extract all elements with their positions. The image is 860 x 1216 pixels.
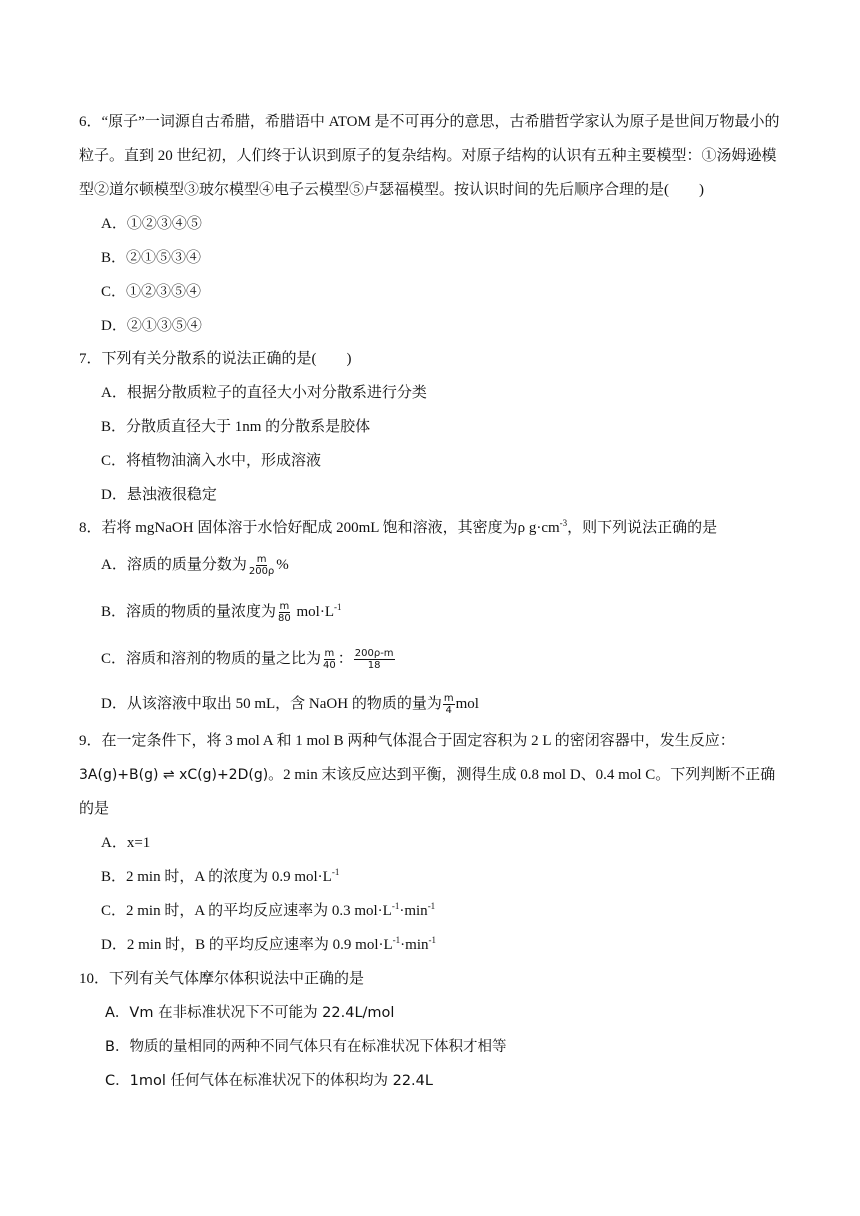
- q9-option-d: [101, 935, 436, 955]
- q7-stem: 7．下列有关分散系的说法正确的是( ): [79, 351, 352, 367]
- fraction-denominator: 200ρ: [248, 566, 275, 577]
- q9-option-b-text: B．2 min 时，A 的浓度为 0.9 mol·L: [101, 869, 332, 885]
- q8-option-b-fraction: [277, 601, 292, 624]
- q9-stem-line-2-text: 。2 min 末该反应达到平衡，测得生成 0.8 mol D、0.4 mol C。下列判断不正确: [268, 767, 776, 783]
- q9-option-a: A．x=1: [101, 835, 151, 851]
- q6-stem-line-2: 粒子。直到 20 世纪初，人们终于认识到原子的复杂结构。对原子结构的认识有五种主要模型：①汤姆逊模: [79, 148, 777, 164]
- q8-option-d-unit: mol: [455, 695, 479, 712]
- q6-stem-line-3: 型②道尔顿模型③玻尔模型④电子云模型⑤卢瑟福模型。按认识时间的先后顺序合理的是( ): [79, 182, 704, 198]
- q7-option-c: C．将植物油滴入水中，形成溶液: [101, 453, 322, 469]
- q8-option-b-unit: mol·L: [292, 603, 334, 620]
- fraction-denominator: 18: [367, 660, 381, 671]
- fraction-denominator: 40: [323, 660, 336, 671]
- q8-option-d-text: D．从该溶液中取出 50 mL，含 NaOH 的物质的量为: [101, 695, 442, 712]
- q9-option-c-exponent-2: -1: [427, 901, 436, 911]
- q10-stem: 10．下列有关气体摩尔体积说法中正确的是: [79, 971, 365, 987]
- q9-option-d-text: D．2 min 时，B 的平均反应速率为 0.9 mol·L: [101, 937, 393, 953]
- q8-option-b-exponent: -1: [334, 601, 342, 612]
- q8-stem: [79, 518, 717, 538]
- q9-option-b-exponent: -1: [331, 867, 340, 877]
- q6-option-b: B．②①⑤③④: [101, 250, 202, 266]
- q8-option-c-fraction-2: [354, 648, 395, 671]
- fraction-numerator: 200ρ-m: [354, 648, 394, 659]
- q9-option-c-exponent-1: -1: [391, 901, 400, 911]
- q8-option-c: [101, 648, 396, 671]
- q8-option-a: [101, 554, 289, 577]
- q9-option-c: [101, 901, 435, 921]
- q8-option-a-fraction: [248, 554, 275, 577]
- q9-option-c-text: C．2 min 时，A 的平均反应速率为 0.3 mol·L: [101, 903, 392, 919]
- q7-option-b: B．分散质直径大于 1nm 的分散系是胶体: [101, 419, 371, 435]
- fraction-denominator: 80: [278, 613, 291, 624]
- q8-option-c-text: C．溶质和溶剂的物质的量之比为: [101, 650, 322, 667]
- q10-option-b: B．物质的量相同的两种不同气体只有在标准状况下体积才相等: [105, 1039, 507, 1055]
- q9-option-c-unit: ·min: [399, 903, 428, 919]
- q9-option-d-unit: ·min: [400, 937, 429, 953]
- q10-option-a: A．Vm 在非标准状况下不可能为 22.4L/mol: [105, 1005, 395, 1021]
- q6-stem-line-1: 6．“原子”一词源自古希腊，希腊语中 ATOM 是不可再分的意思，古希腊哲学家认为原子是世间万物最小的: [79, 114, 780, 130]
- q8-option-c-fraction-1: [322, 648, 337, 671]
- q8-stem-exponent: -3: [559, 518, 568, 528]
- q10-option-c: C．1mol 任何气体在标准状况下的体积均为 22.4L: [105, 1073, 433, 1089]
- q8-option-a-text: A．溶质的质量分数为: [101, 556, 247, 573]
- q8-option-b-text: B．溶质的物质的量浓度为: [101, 603, 277, 620]
- q9-option-b: [101, 867, 339, 887]
- q7-option-d: D．悬浊液很稳定: [101, 487, 217, 503]
- q9-reaction-equation: 3A(g)+B(g) ⇌ xC(g)+2D(g): [79, 767, 269, 783]
- q8-option-b: [101, 601, 342, 624]
- q8-stem-tail: ，则下列说法正确的是: [567, 520, 718, 536]
- q8-option-a-unit: %: [276, 556, 289, 573]
- q9-stem-line-1: 9．在一定条件下，将 3 mol A 和 1 mol B 两种气体混合于固定容积为 2 L 的密闭容器中，发生反应：: [79, 733, 735, 749]
- fraction-numerator: m: [256, 554, 267, 565]
- q9-option-d-exponent-1: -1: [392, 935, 401, 945]
- q8-option-d-fraction: [443, 693, 455, 716]
- fraction-numerator: m: [324, 648, 335, 659]
- fraction-numerator: m: [443, 693, 454, 704]
- q8-stem-text: 8．若将 mgNaOH 固体溶于水恰好配成 200mL 饱和溶液，其密度为ρ g·cm: [79, 520, 560, 536]
- q9-stem-line-2: [79, 765, 775, 785]
- q6-option-c: C．①②③⑤④: [101, 284, 202, 300]
- q8-option-c-ratio-sign: ：: [337, 650, 353, 667]
- fraction-denominator: 4: [445, 705, 452, 716]
- q7-option-a: A．根据分散质粒子的直径大小对分散系进行分类: [101, 385, 427, 401]
- q8-option-d: [101, 693, 479, 716]
- q6-option-a: A．①②③④⑤: [101, 216, 202, 232]
- q9-stem-line-3: 的是: [79, 801, 110, 817]
- q6-option-d: D．②①③⑤④: [101, 318, 202, 334]
- fraction-numerator: m: [279, 601, 290, 612]
- q9-option-d-exponent-2: -1: [428, 935, 437, 945]
